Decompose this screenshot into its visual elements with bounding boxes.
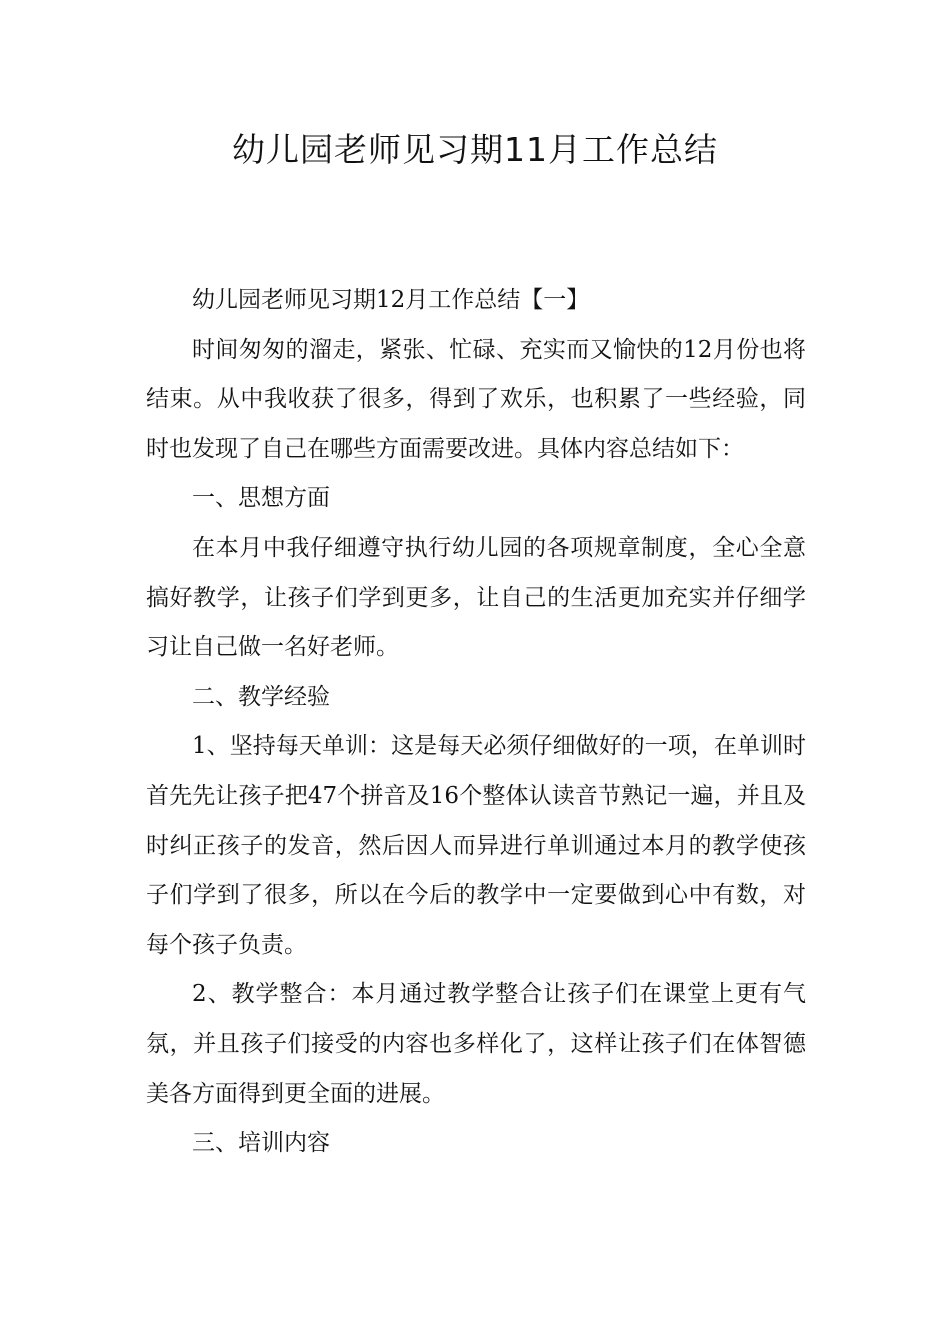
section-heading-training: 三、培训内容 <box>192 1130 330 1157</box>
document-body <box>146 276 806 1169</box>
teaching-item-1: 1、坚持每天单训：这是每天必须仔细做好的一项，在单训时首先先让孩子把47个拼音及16个整体认读音节熟记一遍，并且及时纠正孩子的发音，然后因人而异进行单训通过本月的教学使孩子们学到了很多，所以在今后的教学中一定要做到心中有数，对每个孩子负责。 <box>146 733 806 958</box>
section-heading-teaching: 二、教学经验 <box>192 683 330 710</box>
section-heading-thought: 一、思想方面 <box>192 485 330 512</box>
thought-paragraph: 在本月中我仔细遵守执行幼儿园的各项规章制度，全心全意搞好教学，让孩子们学到更多，让自己的生活更加充实并仔细学习让自己做一名好老师。 <box>146 534 806 661</box>
teaching-item-2: 2、教学整合：本月通过教学整合让孩子们在课堂上更有气氛，并且孩子们接受的内容也多样化了，这样让孩子们在体智德美各方面得到更全面的进展。 <box>146 981 806 1107</box>
document-title: 幼儿园老师见习期11月工作总结 <box>232 130 718 169</box>
section-heading-subtitle: 幼儿园老师见习期12月工作总结【一】 <box>192 287 590 313</box>
intro-paragraph: 时间匆匆的溜走，紧张、忙碌、充实而又愉快的12月份也将结束。从中我收获了很多，得到了欢乐，也积累了一些经验，同时也发现了自己在哪些方面需要改进。具体内容总结如下： <box>146 336 806 462</box>
